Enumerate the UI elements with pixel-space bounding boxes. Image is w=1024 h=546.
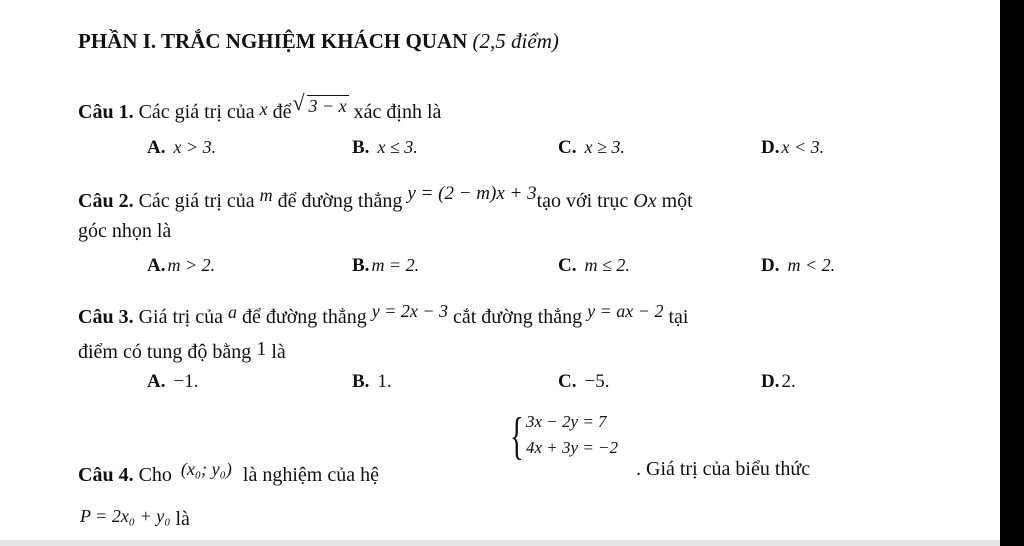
option-value: x ≤ 3. (377, 137, 418, 157)
option-label: B. (352, 137, 370, 158)
question-2-text: tạo với trục (536, 190, 629, 212)
option-value: m = 2. (371, 255, 420, 275)
question-2-option-b (352, 253, 419, 278)
question-3-option-a (147, 370, 198, 394)
question-1-option-d (761, 135, 824, 160)
option-label: C. (558, 255, 577, 276)
question-4-text-end: . Giá trị của biểu thức (636, 458, 811, 480)
option-value: x < 3. (781, 137, 825, 157)
question-3-option-c (558, 370, 609, 394)
question-3-number: 1 (256, 338, 267, 360)
option-label: A. (147, 371, 166, 392)
option-value: 2. (781, 371, 796, 392)
question-3-text: để đường thẳng (241, 306, 367, 328)
equation-system (510, 409, 650, 469)
question-4-text: là nghiệm của hệ (242, 464, 379, 486)
expression-p: P = 2x₀ + y₀ (80, 506, 171, 526)
question-2-text: một (661, 190, 693, 212)
question-3-text: Giá trị của (138, 306, 223, 328)
option-value: m > 2. (167, 255, 216, 275)
heading-main: PHẦN I. TRẮC NGHIỆM KHÁCH QUAN (78, 29, 468, 53)
option-value: −1. (173, 371, 199, 392)
option-value: 1. (377, 371, 392, 392)
solution-pair: (x₀; y₀) (180, 459, 232, 479)
option-label: D. (761, 255, 780, 276)
question-3-text: tại (668, 306, 689, 328)
system-equation-1: 3x − 2y = 7 (526, 412, 607, 431)
option-value: m < 2. (787, 255, 836, 275)
option-label: B. (352, 371, 370, 392)
question-3-option-b (352, 370, 392, 394)
option-label: D. (761, 137, 780, 158)
question-4-text: Cho (138, 464, 172, 486)
question-2-text: Các giá trị của (138, 190, 255, 212)
question-3-text: điểm có tung độ bằng (78, 341, 252, 363)
line-equation: y = (2 − m)x + 3 (407, 183, 537, 204)
line-equation-2: y = ax − 2 (587, 301, 664, 321)
question-3-stem (78, 299, 688, 329)
question-2-option-d (761, 253, 835, 278)
axis-name: Ox (633, 190, 657, 212)
option-value: −5. (584, 371, 610, 392)
question-3-text: là (271, 341, 286, 363)
question-2-option-c (558, 253, 630, 278)
option-value: x > 3. (173, 137, 217, 157)
system-equations (526, 409, 618, 461)
question-3-var: a (227, 302, 237, 322)
line-equation-1: y = 2x − 3 (371, 301, 448, 321)
question-3-stem-line2 (78, 337, 286, 364)
question-4-text: là (175, 508, 190, 530)
question-3-text: cắt đường thẳng (453, 306, 583, 328)
question-2-text: để đường thẳng (277, 190, 403, 212)
system-brace: { (510, 408, 524, 465)
question-1-stem (78, 94, 441, 124)
option-label: C. (558, 137, 577, 158)
question-3-label: Câu 3. (78, 306, 134, 328)
question-3-option-d (761, 370, 796, 394)
option-value: m ≤ 2. (584, 255, 630, 275)
option-label: D. (761, 371, 780, 392)
question-1-option-c (558, 135, 625, 160)
question-1-option-b (352, 135, 418, 160)
sqrt-radicand: 3 − x (308, 96, 347, 116)
question-1-text: xác định là (353, 101, 442, 123)
question-1-text: để (272, 101, 292, 123)
question-2-stem (78, 182, 693, 213)
question-2-stem-line2: góc nhọn là (78, 220, 172, 242)
section-heading (78, 29, 559, 53)
question-1-text: Các giá trị của (138, 101, 255, 123)
sqrt-expression (297, 94, 349, 118)
question-4-stem (78, 457, 379, 487)
option-label: C. (558, 371, 577, 392)
option-label: B. (352, 255, 370, 276)
question-2-option-a (147, 253, 215, 278)
option-label: A. (147, 137, 166, 158)
question-2-label: Câu 2. (78, 190, 134, 212)
question-1-option-a (147, 135, 216, 160)
question-1-var: x (259, 99, 268, 119)
option-label: A. (147, 255, 166, 276)
option-value: x ≥ 3. (584, 137, 625, 157)
question-2-var: m (259, 185, 273, 205)
page-bottom-strip (0, 540, 1000, 546)
question-1-label: Câu 1. (78, 101, 134, 123)
question-4-label: Câu 4. (78, 464, 134, 486)
question-4-stem-line2 (80, 504, 190, 531)
system-equation-2: 4x + 3y = −2 (526, 438, 619, 457)
heading-sub: (2,5 điểm) (472, 29, 559, 53)
